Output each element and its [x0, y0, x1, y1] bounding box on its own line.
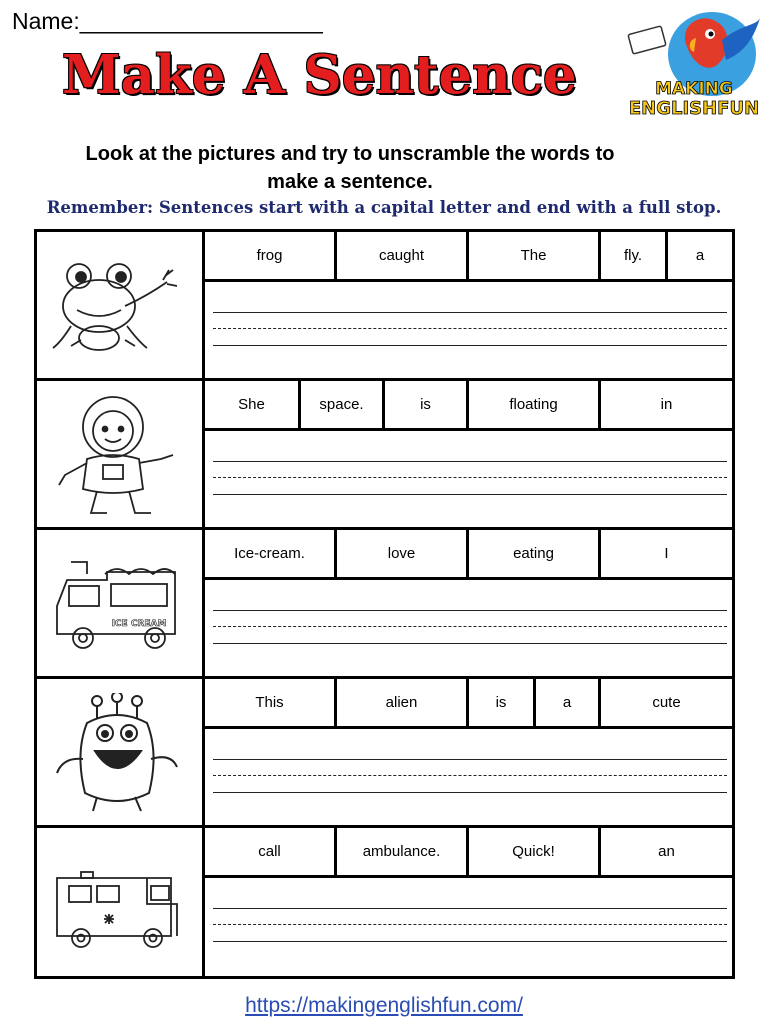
cute-alien-icon	[47, 693, 197, 818]
logo-text-bottom: ENGLISHFUN	[628, 98, 760, 119]
writing-lines[interactable]	[213, 878, 727, 974]
word-tile: ambulance.	[337, 828, 469, 875]
scrambled-words	[205, 232, 732, 282]
ambulance-icon	[47, 842, 197, 962]
sentence-row-2	[37, 381, 732, 530]
word-tile: space.	[301, 381, 385, 428]
name-field-label: Name:___________________	[12, 8, 323, 34]
word-tile: eating	[469, 530, 601, 577]
word-tile: love	[337, 530, 469, 577]
word-tile: I	[664, 545, 669, 562]
remember-note: Remember: Sentences start with a capital letter and end with a full stop.	[46, 198, 722, 217]
scrambled-words	[205, 381, 732, 431]
word-tile: caught	[337, 232, 469, 279]
word-tile: frog	[205, 232, 337, 279]
word-tile: cute	[652, 694, 681, 711]
word-tile: is	[385, 381, 469, 428]
sentence-row-1	[37, 232, 732, 381]
page-title: Make A Sentence	[62, 44, 577, 106]
word-tile: an	[658, 843, 675, 860]
scrambled-words	[205, 530, 732, 580]
ice-cream-truck-icon	[47, 544, 197, 664]
sentence-row-5	[37, 828, 732, 977]
picture-cell	[37, 828, 205, 977]
word-tile: a	[536, 679, 601, 726]
instructions	[30, 140, 670, 196]
frog-with-fly-icon	[47, 246, 197, 366]
sentence-row-4	[37, 679, 732, 828]
word-tile: Quick!	[469, 828, 601, 875]
instruction-line-2: make a sentence.	[267, 171, 433, 193]
making-english-fun-logo	[622, 4, 764, 120]
word-tile: Ice-cream.	[205, 530, 337, 577]
word-tile: She	[205, 381, 301, 428]
astronaut-girl-icon	[47, 395, 197, 520]
word-tile: is	[469, 679, 536, 726]
writing-lines[interactable]	[213, 580, 727, 676]
instruction-line-1: Look at the pictures and try to unscramble the words to	[85, 143, 615, 165]
picture-cell	[37, 679, 205, 825]
website-link[interactable]: https://makingenglishfun.com/	[245, 994, 523, 1017]
word-tile: fly.	[601, 232, 668, 279]
word-tile: call	[205, 828, 337, 875]
writing-lines[interactable]	[213, 431, 727, 527]
writing-lines[interactable]	[213, 729, 727, 825]
picture-cell	[37, 381, 205, 527]
picture-cell	[37, 530, 205, 676]
word-tile: alien	[337, 679, 469, 726]
word-tile: in	[660, 396, 673, 413]
word-tile: This	[205, 679, 337, 726]
logo-text-top: MAKING	[655, 79, 733, 99]
writing-lines[interactable]	[213, 282, 727, 378]
worksheet-table	[34, 229, 735, 979]
truck-label: ICE CREAM	[111, 619, 167, 629]
scrambled-words	[205, 828, 732, 878]
sentence-row-3	[37, 530, 732, 679]
scrambled-words	[205, 679, 732, 729]
word-tile: floating	[469, 381, 601, 428]
word-tile: The	[469, 232, 601, 279]
picture-cell	[37, 232, 205, 378]
word-tile: a	[695, 247, 705, 264]
